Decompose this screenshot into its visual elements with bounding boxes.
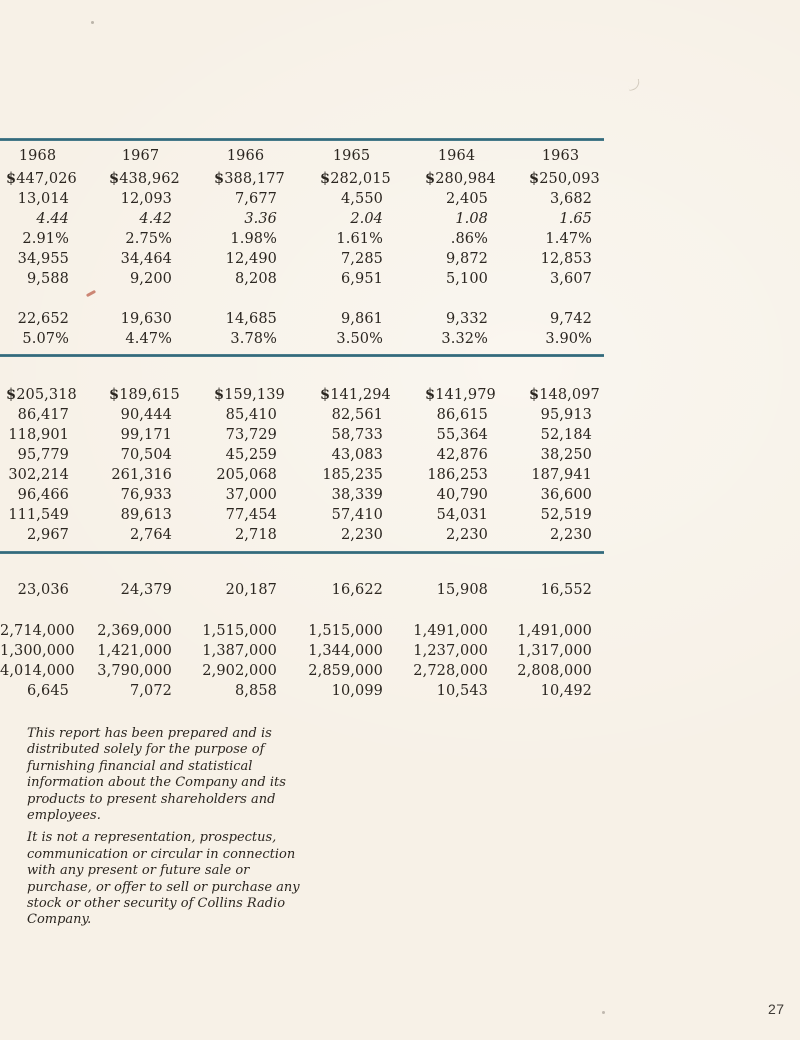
table-cell: .86%	[450, 231, 488, 247]
table-cell: 1,491,000	[517, 623, 592, 639]
dollar-sign: $	[320, 170, 331, 187]
table-cell: 82,561	[331, 407, 383, 423]
dollar-sign: $	[529, 386, 540, 403]
table-row	[0, 169, 612, 189]
table-cell: 2.04	[350, 211, 383, 227]
table-cell: 12,853	[540, 251, 592, 267]
table-cell: 2.75%	[125, 231, 172, 247]
dollar-sign: $	[214, 170, 225, 187]
table-cell: 13,014	[17, 191, 69, 207]
table-cell: 9,588	[26, 271, 69, 287]
table-cell: 10,492	[540, 683, 592, 699]
table-cell: 96,466	[17, 487, 69, 503]
table-cell: 2,230	[340, 527, 383, 543]
table-cell: 6,951	[340, 271, 383, 287]
money-value	[214, 385, 285, 405]
table-cell: 302,214	[8, 467, 69, 483]
table-cell: 2,902,000	[202, 663, 277, 679]
table-row	[0, 681, 612, 701]
dollar-sign: $	[425, 170, 436, 187]
table-cell: 2,967	[26, 527, 69, 543]
table-cell: 7,072	[129, 683, 172, 699]
table-cell: 2,718	[234, 527, 277, 543]
cell-value: 205,318	[16, 387, 77, 403]
table-cell: 42,876	[436, 447, 488, 463]
money-value	[425, 169, 496, 189]
page-number: 27	[768, 1001, 785, 1017]
table-section-1	[0, 169, 612, 349]
divider-rule-2	[0, 354, 604, 357]
table-cell: 9,200	[129, 271, 172, 287]
table-cell: 187,941	[531, 467, 592, 483]
table-cell: 36,600	[540, 487, 592, 503]
table-cell: 1,387,000	[202, 643, 277, 659]
table-cell: 12,490	[225, 251, 277, 267]
table-cell: 2,230	[549, 527, 592, 543]
table-cell: 86,615	[436, 407, 488, 423]
table-cell: 22,652	[17, 311, 69, 327]
year-label: 1965	[332, 148, 371, 164]
table-row	[0, 269, 612, 289]
divider-rule-3	[0, 551, 604, 554]
table-cell: 185,235	[322, 467, 383, 483]
table-row	[0, 229, 612, 249]
scan-curl-mark-icon	[627, 79, 641, 91]
table-cell: 6,645	[26, 683, 69, 699]
financial-highlights-table	[0, 138, 612, 701]
table-cell: 3.32%	[441, 331, 488, 347]
table-cell: 4,550	[340, 191, 383, 207]
year-header	[277, 146, 383, 167]
table-cell: 70,504	[120, 447, 172, 463]
table-cell: 3.90%	[545, 331, 592, 347]
table-cell: 4.42	[139, 211, 172, 227]
year-label: 1967	[121, 148, 160, 164]
table-cell	[383, 169, 496, 189]
table-row	[0, 405, 612, 425]
table-cell: 1,237,000	[413, 643, 488, 659]
table-row	[0, 641, 612, 661]
year-header	[488, 146, 592, 167]
table-row	[0, 445, 612, 465]
table-cell: 3.78%	[230, 331, 277, 347]
table-cell: 4.47%	[125, 331, 172, 347]
table-cell	[69, 385, 180, 405]
cell-value: 250,093	[539, 171, 600, 187]
table-cell	[0, 385, 77, 405]
dollar-sign: $	[320, 386, 331, 403]
table-cell: 34,464	[120, 251, 172, 267]
dollar-sign: $	[214, 386, 225, 403]
year-header	[69, 146, 172, 167]
table-cell: 45,259	[225, 447, 277, 463]
table-cell: 1.08	[455, 211, 488, 227]
table-row	[0, 465, 612, 485]
table-cell	[172, 385, 285, 405]
table-cell: 16,552	[540, 582, 592, 598]
table-cell: 1.65	[559, 211, 592, 227]
footnote-paragraph-2: It is not a representation, prospectus, communication or circular in connection with any present or future sale or purchase, or offer to sell or purchase any stock or other security of Collins Radio Company.	[27, 830, 300, 928]
table-cell: 1.47%	[545, 231, 592, 247]
table-cell: 7,677	[234, 191, 277, 207]
table-row	[0, 249, 612, 269]
table-row	[0, 485, 612, 505]
cell-value: 447,026	[16, 171, 77, 187]
table-cell: 2,714,000	[0, 623, 75, 639]
table-cell: 10,099	[331, 683, 383, 699]
money-value	[320, 169, 391, 189]
table-cell: 2,369,000	[97, 623, 172, 639]
table-cell: 57,410	[331, 507, 383, 523]
table-cell: 9,861	[340, 311, 383, 327]
cell-value: 280,984	[435, 171, 496, 187]
table-row	[0, 621, 612, 641]
table-row	[0, 525, 612, 545]
table-cell: 2.91%	[22, 231, 69, 247]
table-cell: 85,410	[225, 407, 277, 423]
table-cell: 5.07%	[22, 331, 69, 347]
table-cell: 14,685	[225, 311, 277, 327]
table-cell: 3,790,000	[97, 663, 172, 679]
money-value	[6, 169, 77, 189]
table-cell: 37,000	[225, 487, 277, 503]
table-cell: 77,454	[225, 507, 277, 523]
table-cell: 99,171	[120, 427, 172, 443]
table-row	[0, 209, 612, 229]
table-cell: 111,549	[8, 507, 69, 523]
table-cell: 8,858	[234, 683, 277, 699]
table-cell: 40,790	[436, 487, 488, 503]
table-cell: 5,100	[445, 271, 488, 287]
table-row	[0, 189, 612, 209]
table-cell: 2,405	[445, 191, 488, 207]
table-cell: 1,344,000	[308, 643, 383, 659]
money-value	[6, 385, 77, 405]
table-cell: 2,808,000	[517, 663, 592, 679]
table-cell	[0, 169, 77, 189]
table-row	[0, 385, 612, 405]
table-cell: 24,379	[120, 582, 172, 598]
table-cell: 186,253	[427, 467, 488, 483]
money-value	[109, 169, 180, 189]
table-cell	[488, 385, 600, 405]
footnote-paragraph-1: This report has been prepared and is distributed solely for the purpose of furnishing financial and statistical information about the Company and its products to present shareholders and employees.	[27, 726, 286, 824]
cell-value: 141,294	[330, 387, 391, 403]
table-cell: 90,444	[120, 407, 172, 423]
table-cell: 1,317,000	[517, 643, 592, 659]
money-value	[529, 385, 600, 405]
table-cell: 9,742	[549, 311, 592, 327]
table-cell: 1.61%	[336, 231, 383, 247]
table-cell: 12,093	[120, 191, 172, 207]
table-row	[0, 309, 612, 329]
table-cell: 52,184	[540, 427, 592, 443]
year-header	[383, 146, 488, 167]
table-cell	[488, 169, 600, 189]
table-cell: 9,872	[445, 251, 488, 267]
dollar-sign: $	[529, 170, 540, 187]
table-cell: 16,622	[331, 582, 383, 598]
dollar-sign: $	[109, 386, 120, 403]
table-cell: 58,733	[331, 427, 383, 443]
table-cell	[172, 169, 285, 189]
table-cell: 1,515,000	[202, 623, 277, 639]
table-row	[0, 580, 612, 600]
year-label: 1966	[226, 148, 265, 164]
table-row	[0, 505, 612, 525]
table-row	[0, 425, 612, 445]
table-cell: 2,764	[129, 527, 172, 543]
table-cell: 76,933	[120, 487, 172, 503]
table-cell: 19,630	[120, 311, 172, 327]
year-label: 1968	[18, 148, 57, 164]
table-cell	[277, 385, 391, 405]
table-cell	[277, 169, 391, 189]
table-cell: 7,285	[340, 251, 383, 267]
table-cell: 3,607	[549, 271, 592, 287]
table-cell: 38,339	[331, 487, 383, 503]
cell-value: 159,139	[224, 387, 285, 403]
dollar-sign: $	[6, 170, 17, 187]
money-value	[109, 385, 180, 405]
table-cell: 95,913	[540, 407, 592, 423]
table-cell: 15,908	[436, 582, 488, 598]
table-section-2	[0, 385, 612, 545]
table-cell: 1.98%	[230, 231, 277, 247]
money-value	[425, 385, 496, 405]
table-cell: 95,779	[17, 447, 69, 463]
table-cell: 4,014,000	[0, 663, 75, 679]
table-cell: 1,421,000	[97, 643, 172, 659]
year-label: 1963	[541, 148, 580, 164]
table-cell: 52,519	[540, 507, 592, 523]
money-value	[529, 169, 600, 189]
table-cell: 10,543	[436, 683, 488, 699]
dollar-sign: $	[425, 386, 436, 403]
footnote	[27, 726, 303, 929]
table-cell: 9,332	[445, 311, 488, 327]
year-label: 1964	[437, 148, 476, 164]
cell-value: 282,015	[330, 171, 391, 187]
cell-value: 438,962	[119, 171, 180, 187]
table-cell: 2,230	[445, 527, 488, 543]
dollar-sign: $	[109, 170, 120, 187]
year-header-row	[0, 146, 612, 167]
table-cell: 2,859,000	[308, 663, 383, 679]
table-section-3	[0, 580, 612, 701]
table-cell: 73,729	[225, 427, 277, 443]
table-cell: 20,187	[225, 582, 277, 598]
table-row	[0, 329, 612, 349]
scan-speck-icon	[91, 21, 94, 24]
table-cell: 8,208	[234, 271, 277, 287]
table-cell: 38,250	[540, 447, 592, 463]
table-cell: 3.36	[244, 211, 277, 227]
divider-rule-top	[0, 138, 604, 141]
table-cell: 1,491,000	[413, 623, 488, 639]
cell-value: 141,979	[435, 387, 496, 403]
table-cell: 205,068	[216, 467, 277, 483]
table-cell: 2,728,000	[413, 663, 488, 679]
table-cell: 3,682	[549, 191, 592, 207]
table-cell: 1,300,000	[0, 643, 75, 659]
cell-value: 388,177	[224, 171, 285, 187]
year-header	[172, 146, 277, 167]
cell-value: 148,097	[539, 387, 600, 403]
dollar-sign: $	[6, 386, 17, 403]
table-cell: 34,955	[17, 251, 69, 267]
table-cell: 1,515,000	[308, 623, 383, 639]
cell-value: 189,615	[119, 387, 180, 403]
scan-speck-icon	[602, 1011, 605, 1014]
money-value	[320, 385, 391, 405]
table-cell: 118,901	[8, 427, 69, 443]
table-cell: 23,036	[17, 582, 69, 598]
table-cell: 54,031	[436, 507, 488, 523]
table-row	[0, 661, 612, 681]
table-cell: 261,316	[111, 467, 172, 483]
table-cell	[69, 169, 180, 189]
table-cell: 86,417	[17, 407, 69, 423]
table-cell	[383, 385, 496, 405]
money-value	[214, 169, 285, 189]
table-cell: 43,083	[331, 447, 383, 463]
table-cell: 3.50%	[336, 331, 383, 347]
table-cell: 4.44	[36, 211, 69, 227]
table-cell: 55,364	[436, 427, 488, 443]
year-header	[0, 146, 69, 167]
table-cell: 89,613	[120, 507, 172, 523]
